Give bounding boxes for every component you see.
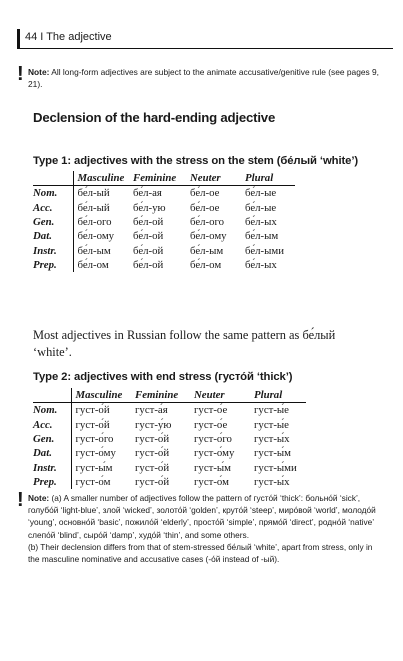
table-cell: густ-о́й	[75, 404, 110, 417]
table-cell: бе́л-ую	[133, 201, 166, 214]
table-cell: густ-ы́е	[254, 418, 289, 431]
table-cell: бе́л-ая	[133, 187, 162, 200]
column-header: Plural	[245, 171, 295, 186]
header-rule	[17, 48, 393, 49]
note-part-b: (b) Their declension differs from that of stem-stressed бе́лый ‘white’, apart from stress, only in the masculine nominative and accusative cases (-о́й instead of -ый).	[28, 541, 373, 565]
table-cell: густ-а́я	[135, 404, 168, 417]
section-title: Declension of the hard-ending adjective	[33, 110, 276, 125]
table-cell: бе́л-ый	[77, 187, 110, 200]
table-row	[33, 215, 295, 229]
table-row	[33, 446, 306, 460]
table-cell: бе́л-ого	[77, 216, 112, 229]
case-label: Instr.	[33, 243, 73, 257]
case-label: Instr.	[33, 460, 71, 474]
table-row	[33, 418, 306, 432]
column-header: Masculine	[71, 388, 135, 403]
column-header: Masculine	[73, 171, 133, 186]
table-row	[33, 186, 295, 201]
type1-table	[33, 171, 295, 272]
table-cell: бе́л-ому	[190, 230, 227, 243]
exclamation-icon: !	[17, 63, 24, 85]
table-cell: бе́л-ых	[245, 258, 277, 271]
table-cell: бе́л-ый	[77, 201, 110, 214]
table-cell: густ-о́го	[75, 433, 114, 446]
note-label: Note:	[28, 67, 50, 77]
table-header-row	[33, 171, 295, 186]
table-cell: бе́л-ой	[133, 216, 164, 229]
table-cell: бе́л-ой	[133, 244, 164, 257]
type2-table	[33, 388, 306, 489]
table-row	[33, 243, 295, 257]
corner-cell	[33, 171, 73, 186]
case-label: Dat.	[33, 446, 71, 460]
table-cell: густ-у́ю	[135, 418, 172, 431]
note-text: All long-form adjectives are subject to the animate accusative/genitive rule (see pages 9, 21).	[28, 67, 380, 89]
corner-cell	[33, 388, 71, 403]
table-cell: густ-ы́ми	[254, 461, 297, 474]
body-paragraph: Most adjectives in Russian follow the same pattern as бе́лый ‘white’.	[33, 328, 336, 359]
table-cell: густ-о́го	[194, 433, 232, 446]
table-cell: густ-о́е	[194, 404, 228, 417]
table-row	[33, 460, 306, 474]
case-label: Acc.	[33, 201, 73, 215]
table-cell: густ-ы́х	[254, 433, 290, 446]
table-cell: бе́л-ыми	[245, 244, 284, 257]
table-cell: густ-ы́х	[254, 475, 290, 488]
column-header: Neuter	[190, 171, 245, 186]
table-row	[33, 258, 295, 272]
table-row	[33, 475, 306, 489]
table-cell: густ-ы́м	[194, 461, 232, 474]
table-cell: бе́л-ым	[77, 244, 111, 257]
table-cell: густ-о́му	[194, 447, 235, 460]
note-part-a	[28, 492, 386, 541]
table-cell: густ-ы́м	[75, 461, 113, 474]
case-label: Nom.	[33, 186, 73, 201]
table-cell: бе́л-ым	[245, 230, 279, 243]
table-cell: бе́л-ых	[245, 216, 277, 229]
case-label: Gen.	[33, 215, 73, 229]
table-cell: бе́л-ому	[77, 230, 115, 243]
case-label: Gen.	[33, 432, 71, 446]
table-row	[33, 403, 306, 418]
table-cell: бе́л-ой	[133, 258, 164, 271]
table-row	[33, 432, 306, 446]
table-header-row	[33, 388, 306, 403]
table-cell: бе́л-ое	[190, 201, 220, 214]
table-cell: бе́л-ое	[190, 187, 220, 200]
case-label: Prep.	[33, 258, 73, 272]
table-cell: бе́л-ой	[133, 230, 164, 243]
note-label: Note:	[28, 493, 50, 503]
case-label: Acc.	[33, 418, 71, 432]
table-cell: бе́л-ые	[245, 187, 277, 200]
table-cell: бе́л-ом	[77, 258, 109, 271]
table-cell: бе́л-ым	[190, 244, 224, 257]
table-cell: бе́л-ом	[190, 258, 222, 271]
table-cell: густ-о́м	[75, 475, 111, 488]
table-cell: густ-ы́е	[254, 404, 289, 417]
note-part-a-text: (a) A smaller number of adjectives follow the pattern of густо́й ‘thick’: больно́й ‘sick’, голубо́й ‘light-blue’, злой ‘wicked’, золото́й ‘golden’, круто́й ‘steep’, миро́вой ‘world’, молодо́й ‘young’, основно́й ‘basic’, пожило́й ‘elderly’, просто́й ‘simple’, прямо́й ‘direct’, родно́й ‘native’ слепо́й ‘blind’, сыро́й ‘damp’, худо́й ‘thin’, and some others.	[28, 493, 376, 540]
exclamation-icon: !	[17, 489, 24, 511]
header-bar	[17, 29, 20, 49]
table-cell: бе́л-ые	[245, 201, 277, 214]
column-header: Feminine	[133, 171, 190, 186]
table-cell: бе́л-ого	[190, 216, 225, 229]
table-cell: густ-о́е	[194, 418, 228, 431]
table-cell: густ-о́й	[135, 433, 170, 446]
column-header: Plural	[254, 388, 306, 403]
header-text: 44 I The adjective	[25, 31, 112, 43]
table-cell: густ-о́м	[194, 475, 229, 488]
table-cell: густ-о́й	[135, 447, 170, 460]
column-header: Feminine	[135, 388, 194, 403]
type1-title: Type 1: adjectives with the stress on the stem (бе́лый ‘white’)	[33, 155, 359, 167]
table-row	[33, 229, 295, 243]
type2-title: Type 2: adjectives with end stress (густо́й ‘thick’)	[33, 371, 293, 383]
case-label: Nom.	[33, 403, 71, 418]
case-label: Prep.	[33, 475, 71, 489]
table-row	[33, 201, 295, 215]
table-cell: густ-ы́м	[254, 447, 292, 460]
note-end-stress	[17, 489, 386, 565]
table-cell: густ-о́й	[135, 461, 170, 474]
table-cell: густ-о́му	[75, 447, 116, 460]
table-cell: густ-о́й	[75, 418, 110, 431]
table-cell: густ-о́й	[135, 475, 170, 488]
column-header: Neuter	[194, 388, 254, 403]
case-label: Dat.	[33, 229, 73, 243]
note-animate-rule	[17, 63, 384, 90]
